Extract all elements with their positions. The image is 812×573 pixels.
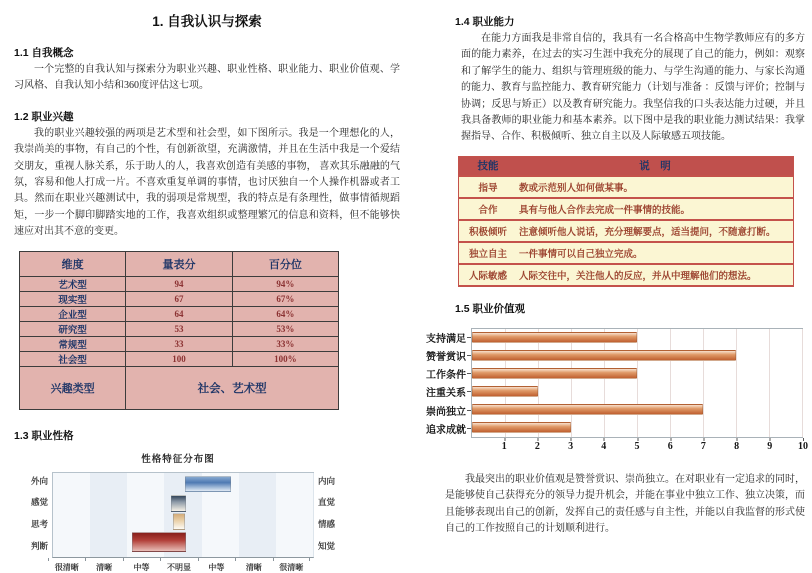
section-body-1-2: 我的职业兴趣较强的两项是艺术型和社会型，如下图所示。我是一个理想化的人，我崇尚美的事物，有自己的个性，有创新欲望，充满激情，并且在生活中我是一个爱结交朋友，重视人脉关系，乐于助人的人，我喜欢创造有美感的事物， 喜欢其乐融融的气氛，容易和他人打成一片。不喜欢重复单调的事情，也讨厌独自一个人操作机器或者工具。然而在职业兴趣测试中，我的弱项是常规型，我的特点是有条理性，做事情循规蹈矩，一步一个脚印脚踏实地的工作，我喜欢组织或整理繁冗的信息和资料，但不能够快速应对出其不意的变更。	[14, 127, 400, 238]
values-bar	[472, 332, 637, 343]
values-x-tick-label: 9	[767, 440, 773, 452]
personality-right-label: 内向	[318, 475, 336, 486]
personality-left-axis-labels	[22, 472, 52, 558]
values-x-tick-label: 7	[700, 440, 706, 452]
document-title: 1. 自我认识与探索	[152, 14, 262, 29]
skill-row	[459, 198, 794, 220]
values-x-tick-label: 5	[634, 440, 640, 452]
personality-left-label: 感觉	[30, 497, 48, 508]
values-category-label: 支持满足	[425, 328, 471, 346]
skill-description: 教或示范别人如何做某事。	[517, 176, 794, 198]
interest-type-value: 社会、艺术型	[126, 366, 339, 409]
skill-row	[459, 220, 794, 242]
page-1	[14, 8, 400, 573]
interest-table	[19, 251, 339, 410]
values-x-tick-label: 2	[534, 440, 540, 452]
interest-column-header: 量表分	[126, 251, 232, 276]
values-x-axis-ticks	[471, 438, 808, 454]
values-category-label: 注重关系	[425, 383, 471, 401]
skill-description: 人际交往中，关注他人的反应，并从中理解他们的想法。	[517, 264, 794, 286]
personality-left-label: 思考	[30, 518, 48, 529]
personality-x-axis-labels	[48, 558, 310, 573]
section-heading-1-3: 1.3 职业性格	[14, 429, 74, 442]
values-gridline	[736, 329, 737, 437]
values-gridline	[571, 329, 572, 437]
personality-x-tick-label: 中等	[198, 558, 235, 573]
personality-left-label: 外向	[30, 475, 48, 486]
interest-row	[20, 321, 339, 336]
interest-column-header: 百分位	[232, 251, 338, 276]
interest-dimension: 常规型	[20, 336, 126, 351]
values-category-labels	[425, 328, 471, 438]
personality-bar	[173, 513, 185, 530]
interest-value: 64%	[232, 306, 338, 321]
interest-dimension: 企业型	[20, 306, 126, 321]
personality-bar	[171, 495, 186, 512]
interest-row	[20, 336, 339, 351]
interest-value: 53	[126, 321, 232, 336]
values-gridline	[670, 329, 671, 437]
personality-x-tick-label: 中等	[123, 558, 160, 573]
values-bar	[472, 386, 538, 397]
values-x-tick-label: 6	[667, 440, 673, 452]
interest-value: 100%	[232, 351, 338, 366]
values-gridline	[538, 329, 539, 437]
interest-value: 53%	[232, 321, 338, 336]
interest-type-label: 兴趣类型	[20, 366, 126, 409]
personality-right-axis-labels	[314, 472, 344, 558]
section-heading-1-4: 1.4 职业能力	[455, 16, 515, 28]
values-bar	[472, 368, 637, 379]
interest-type-row	[20, 366, 339, 409]
skill-name: 独立自主	[459, 242, 518, 264]
section-body-1-5: 我最突出的职业价值观是赞誉赏识、崇尚独立。在对职业有一定追求的同时，是能够使自己获得充分的领导力提升机会，并能在事业中独立工作、独立决策，而且能够表现出自己的创新，发挥自己的责任感与自主性，并能以自我监督的形式使自己的工作按照自己的计划顺利进行。	[445, 473, 805, 535]
personality-x-tick-label: 清晰	[85, 558, 122, 573]
values-bar	[472, 350, 736, 361]
skills-column-header: 说 明	[517, 156, 794, 176]
personality-right-label: 知觉	[318, 540, 336, 551]
personality-right-label: 情感	[318, 518, 336, 529]
skill-description: 具有与他人合作去完成一件事情的技能。	[517, 198, 794, 220]
values-bar	[472, 404, 703, 415]
skill-name: 积极倾听	[459, 220, 518, 242]
interest-value: 67%	[232, 291, 338, 306]
personality-right-label: 直觉	[318, 497, 336, 508]
skills-column-header: 技能	[459, 156, 518, 176]
personality-column-band	[90, 473, 128, 557]
values-x-tick-label: 1	[501, 440, 507, 452]
section-heading-1-1: 1.1 自我概念	[14, 47, 74, 59]
values-gridline	[802, 329, 803, 437]
personality-column-band	[239, 473, 277, 557]
values-category-label: 工作条件	[425, 365, 471, 383]
skill-row	[459, 242, 794, 264]
interest-row	[20, 276, 339, 291]
skill-row	[459, 176, 794, 198]
interest-row	[20, 351, 339, 366]
values-category-label: 赞誉赏识	[425, 346, 471, 364]
values-gridline	[769, 329, 770, 437]
interest-dimension: 艺术型	[20, 276, 126, 291]
values-x-tick-label: 4	[601, 440, 607, 452]
skill-row	[459, 264, 794, 286]
values-category-label: 崇尚独立	[425, 401, 471, 419]
interest-dimension: 现实型	[20, 291, 126, 306]
values-x-tick-label: 10	[798, 440, 808, 452]
skill-name: 指导	[459, 176, 518, 198]
section-heading-1-5: 1.5 职业价值观	[455, 302, 526, 315]
interest-value: 67	[126, 291, 232, 306]
personality-chart-title: 性格特征分布图	[141, 453, 215, 465]
skill-name: 人际敏感	[459, 264, 518, 286]
interest-dimension: 社会型	[20, 351, 126, 366]
skill-name: 合作	[459, 198, 518, 220]
personality-plot-area	[52, 472, 314, 558]
values-gridline	[637, 329, 638, 437]
values-bar	[472, 422, 571, 433]
section-body-1-1: 一个完整的自我认知与探索分为职业兴趣、职业性格、职业能力、职业价值观、学习风格、自我认知小结和360度评估这七项。	[14, 64, 400, 92]
interest-value: 94%	[232, 276, 338, 291]
interest-value: 64	[126, 306, 232, 321]
values-x-tick-label: 3	[568, 440, 574, 452]
values-gridline	[505, 329, 506, 437]
personality-bar	[185, 476, 231, 492]
personality-chart	[22, 451, 352, 573]
personality-x-tick-label: 清晰	[235, 558, 272, 573]
interest-value: 33	[126, 336, 232, 351]
personality-bar	[132, 532, 186, 552]
interest-dimension: 研究型	[20, 321, 126, 336]
values-chart	[425, 328, 808, 454]
interest-value: 94	[126, 276, 232, 291]
personality-column-band	[276, 473, 314, 557]
personality-x-tick-label: 不明显	[160, 558, 197, 573]
personality-column-band	[53, 473, 91, 557]
values-gridline	[604, 329, 605, 437]
values-category-label: 追求成就	[425, 419, 471, 437]
skill-description: 注意倾听他人说话，充分理解要点，适当提问，不随意打断。	[517, 220, 794, 242]
values-plot-area	[471, 328, 803, 438]
interest-column-header: 维度	[20, 251, 126, 276]
skills-table	[458, 156, 794, 287]
section-body-1-4: 在能力方面我是非常自信的，我具有一名合格高中生物学教师应有的多方面的能力素养，在过去的实习生涯中我充分的展现了自己的能力，例如：观察和了解学生的能力、组织与管理班级的能力、与学生沟通的能力、与家长沟通的能力、教育与监控能力、教育研究能力（计划与准备 ：反馈与评价；控制与协调；反思与矫正）以及教育研究能力。我坚信我的口头表达能力过硬，并且我具备教师的职业能力和基本素养。以下图中是我的职业能力测试结果：我掌握指导、合作、积极倾听、独立自主以及人际敏感五项技能。	[461, 33, 805, 143]
interest-row	[20, 306, 339, 321]
skills-table-header-row	[459, 156, 794, 176]
interest-value: 33%	[232, 336, 338, 351]
personality-x-tick-label: 很清晰	[48, 558, 85, 573]
page-2	[426, 14, 808, 547]
skill-description: 一件事情可以自己独立完成。	[517, 242, 794, 264]
personality-x-tick-label: 很清晰	[273, 558, 310, 573]
interest-row	[20, 291, 339, 306]
section-heading-1-2: 1.2 职业兴趣	[14, 110, 74, 123]
interest-value: 100	[126, 351, 232, 366]
interest-table-header-row	[20, 251, 339, 276]
personality-left-label: 判断	[30, 540, 48, 551]
values-x-tick-label: 8	[734, 440, 740, 452]
values-gridline	[703, 329, 704, 437]
